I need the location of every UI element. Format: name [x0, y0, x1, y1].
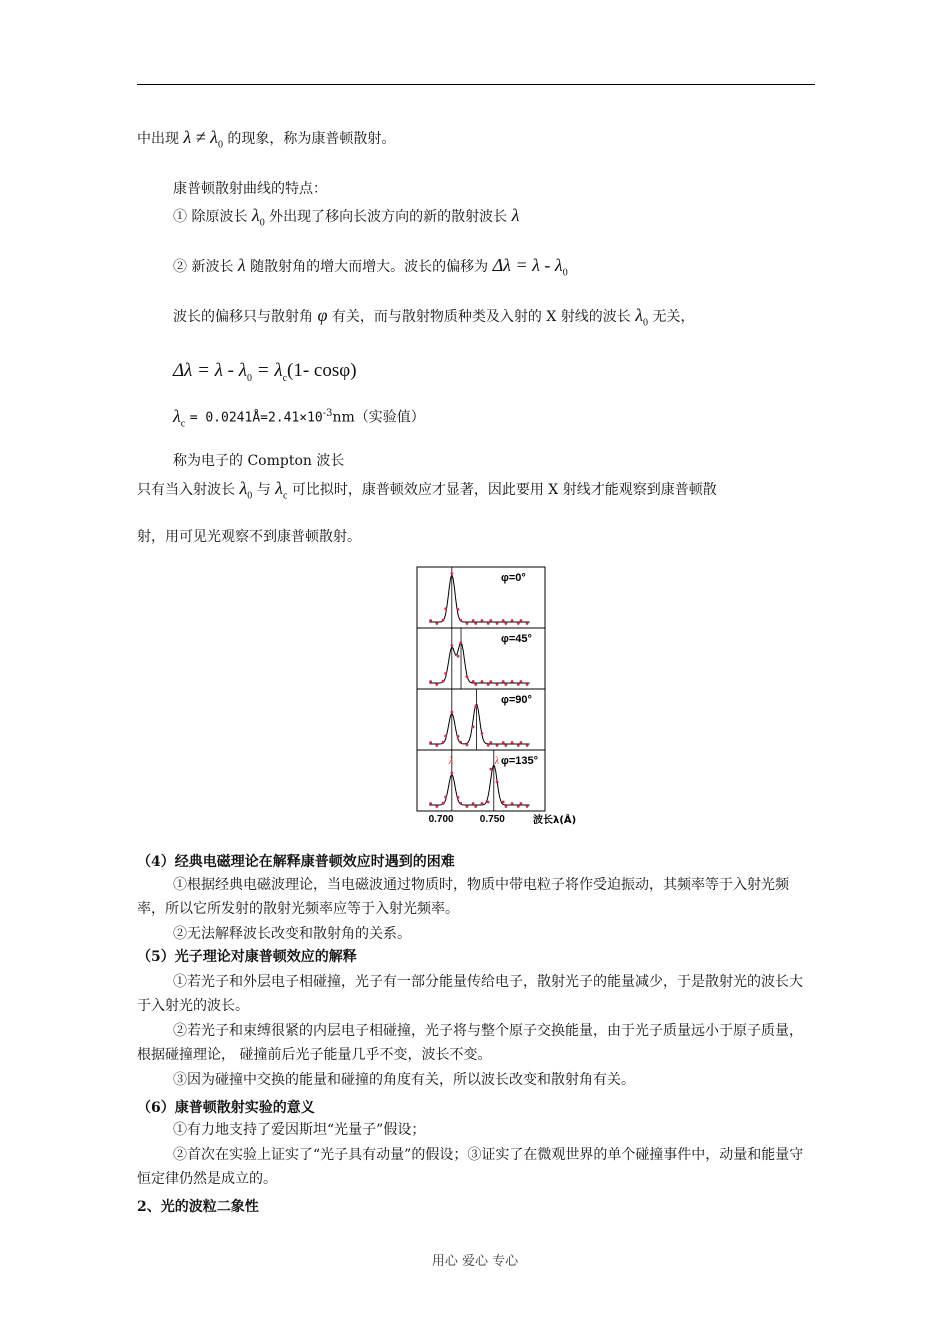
data-point	[429, 680, 432, 683]
sub0: 0	[247, 372, 252, 384]
data-point	[435, 683, 438, 686]
data-point	[504, 744, 507, 747]
x-tick-label: 0.700	[428, 814, 454, 825]
panel-angle-label: φ=45°	[501, 633, 532, 645]
data-point	[526, 744, 529, 747]
lambda-c-symbol	[275, 478, 288, 502]
lambda-c-symbol	[173, 405, 186, 430]
feature-item-1	[173, 206, 519, 233]
peak-marker-label: λ	[494, 756, 500, 767]
data-point	[435, 622, 438, 625]
data-point	[517, 805, 520, 808]
data-point	[429, 802, 432, 805]
data-point	[435, 805, 438, 808]
intro-suffix: 的现象，称为康普顿散射。	[227, 131, 396, 147]
data-point	[511, 619, 514, 622]
data-point	[517, 744, 520, 747]
data-point	[442, 680, 445, 683]
dep-text-b: 有关，而与散射物质种类及入射的 X 射线的波长	[331, 309, 631, 325]
phi-symbol: φ	[317, 305, 328, 325]
data-point	[474, 622, 477, 625]
data-point	[489, 680, 492, 683]
data-point	[517, 622, 520, 625]
subc: c	[282, 490, 288, 502]
data-point	[472, 680, 475, 683]
data-point	[466, 622, 469, 625]
lc-name: 称为电子的 Compton 波长	[173, 453, 345, 469]
data-point	[450, 711, 453, 714]
lambda: λ	[173, 405, 181, 426]
data-point	[466, 744, 469, 747]
relation-sub: 0	[217, 139, 223, 151]
section-4-title: （4）经典电磁理论在解释康普顿效应时遇到的困难	[137, 854, 455, 870]
data-point	[520, 802, 523, 805]
feature-item-2	[173, 256, 568, 283]
comp-text-c: 可比拟时，康普顿效应才显著，因此要用 X 射线才能观察到康普顿散	[291, 482, 717, 498]
lambda0-symbol	[635, 305, 648, 329]
spectrum-curve	[429, 766, 529, 805]
data-point	[481, 680, 484, 683]
data-point	[487, 801, 490, 804]
lc-value: = 0.0241Å=2.41×10	[189, 410, 323, 426]
data-point	[520, 680, 523, 683]
section-2-title: 2、光的波粒二象性	[137, 1199, 259, 1215]
header-rule	[137, 84, 815, 85]
data-point	[502, 741, 505, 744]
data-point	[457, 735, 460, 738]
data-point	[450, 772, 453, 775]
formula-part-1: Δλ = λ - λ	[173, 360, 247, 381]
lambda-symbol: λ	[237, 255, 246, 275]
data-point	[466, 805, 469, 808]
data-point	[481, 619, 484, 622]
lambda: λ	[635, 305, 643, 325]
data-point	[496, 744, 499, 747]
data-point	[511, 741, 514, 744]
data-point	[481, 732, 484, 735]
compton-formula	[173, 362, 357, 388]
comparable-line	[137, 479, 717, 506]
comp-text-d: 射，用可见光观察不到康普顿散射。	[137, 529, 361, 545]
shift-formula	[492, 255, 568, 279]
panel-angle-label: φ=90°	[501, 694, 532, 706]
peak-marker-label: λ	[448, 756, 454, 767]
data-point	[472, 619, 475, 622]
data-point	[526, 683, 529, 686]
data-point	[487, 744, 490, 747]
sub0: 0	[259, 217, 265, 229]
lambda: λ	[251, 205, 260, 225]
section-5-title: （5）光子理论对康普顿效应的解释	[137, 949, 357, 965]
lambda-neq-formula	[183, 127, 223, 151]
formula-part-2: = λ	[252, 360, 283, 381]
lambda0-symbol	[251, 205, 265, 229]
data-point	[457, 655, 460, 658]
lc-exp: -3	[322, 408, 333, 419]
data-point	[474, 683, 477, 686]
item2-text-b: 随散射角的增大而增大。波长的偏移为	[250, 259, 489, 275]
data-point	[496, 622, 499, 625]
shift-formula-text: Δλ = λ - λ	[492, 255, 563, 275]
data-point	[429, 619, 432, 622]
intro-prefix: 中出现	[137, 131, 179, 147]
lambda: λ	[275, 478, 283, 498]
section-5-p2: ②若光子和束缚很紧的内层电子相碰撞，光子将与整个原子交换能量，由于光子质量远小于原子质量，根据碰撞理论， 碰撞前后光子能量几乎不变，波长不变。	[137, 1023, 803, 1063]
sub0: 0	[247, 490, 253, 502]
data-point	[442, 802, 445, 805]
spectrum-curve	[429, 705, 529, 744]
intro-line	[137, 128, 395, 155]
data-point	[502, 619, 505, 622]
lc-value-line	[173, 405, 425, 433]
panel-angle-label: φ=0°	[501, 572, 526, 584]
formula-part-3: (1- cosφ)	[287, 360, 357, 381]
dep-text-a: 波长的偏移只与散射角	[173, 309, 313, 325]
data-point	[435, 744, 438, 747]
data-point	[459, 802, 462, 805]
data-point	[496, 683, 499, 686]
relation-text: λ ≠ λ	[183, 127, 218, 147]
data-point	[489, 741, 492, 744]
page-footer: 用心 爱心 专心	[431, 1254, 519, 1269]
data-point	[489, 619, 492, 622]
data-point	[429, 741, 432, 744]
data-point	[444, 796, 447, 799]
dep-text-c: 无关，	[652, 309, 695, 325]
data-point	[457, 796, 460, 799]
section-6-title: （6）康普顿散射实验的意义	[137, 1100, 315, 1116]
data-point	[520, 741, 523, 744]
lc-unit: nm（实验值）	[332, 409, 425, 426]
data-point	[489, 768, 492, 771]
data-point	[474, 705, 477, 708]
data-point	[526, 622, 529, 625]
data-point	[502, 680, 505, 683]
data-point	[472, 725, 475, 728]
data-point	[442, 619, 445, 622]
data-point	[502, 800, 505, 803]
comp-text-a: 只有当入射波长	[137, 482, 235, 498]
section-6-p1: ①有力地支持了爱因斯坦“光量子”假设；	[173, 1122, 426, 1138]
sub0: 0	[562, 267, 568, 279]
data-point	[444, 735, 447, 738]
sub0: 0	[643, 317, 648, 329]
x-axis-label: 波长λ(Å)	[533, 815, 577, 826]
data-point	[504, 622, 507, 625]
data-point	[444, 672, 447, 675]
data-point	[442, 741, 445, 744]
data-point	[496, 781, 499, 784]
data-point	[511, 680, 514, 683]
data-point	[459, 619, 462, 622]
dependence-line	[173, 306, 694, 333]
data-point	[487, 622, 490, 625]
data-point	[511, 802, 514, 805]
data-point	[526, 805, 529, 808]
compton-spectra-chart	[413, 565, 583, 827]
data-point	[472, 802, 475, 805]
features-title: 康普顿散射曲线的特点：	[173, 181, 327, 197]
item1-text-b: 外出现了移向长波方向的新的散射波长	[269, 209, 508, 225]
data-point	[444, 607, 447, 610]
lambda: λ	[239, 478, 248, 498]
data-point	[517, 683, 520, 686]
data-point	[466, 675, 469, 678]
data-point	[459, 741, 462, 744]
section-6-p2: ②首次在实验上证实了“光子具有动量”的假设；③证实了在微观世界的单个碰撞事件中，动量和能量守恒定律仍然是成立的。	[137, 1147, 804, 1187]
spectrum-curve	[429, 642, 529, 683]
data-point	[474, 805, 477, 808]
data-point	[487, 683, 490, 686]
comp-text-b: 与	[256, 482, 271, 498]
data-point	[504, 683, 507, 686]
data-point	[459, 641, 462, 644]
subc: c	[282, 372, 288, 384]
lambda0-symbol	[239, 478, 253, 502]
x-tick-label: 0.750	[479, 814, 505, 825]
section-5-p3: ③因为碰撞中交换的能量和碰撞的角度有关，所以波长改变和散射角有关。	[173, 1072, 635, 1088]
item2-text-a: ② 新波长	[173, 259, 234, 275]
subc: c	[180, 418, 186, 430]
section-4-p2: ②无法解释波长改变和散射角的关系。	[173, 926, 411, 942]
data-point	[457, 608, 460, 611]
data-point	[450, 644, 453, 647]
item1-text-a: ① 除原波长	[173, 209, 248, 225]
data-point	[504, 805, 507, 808]
section-5-p1: ①若光子和外层电子相碰撞，光子有一部分能量传给电子，散射光子的能量减少，于是散射光的波长大于入射光的波长。	[137, 974, 803, 1014]
data-point	[520, 619, 523, 622]
data-point	[481, 802, 484, 805]
panel-angle-label: φ=135°	[501, 755, 539, 767]
lambda-symbol: λ	[511, 205, 520, 225]
data-point	[450, 572, 453, 575]
section-4-p1: ①根据经典电磁波理论，当电磁波通过物质时，物质中带电粒子将作受迫振动，其频率等于入射光频率，所以它所发射的散射光频率应等于入射光频率。	[137, 877, 789, 917]
